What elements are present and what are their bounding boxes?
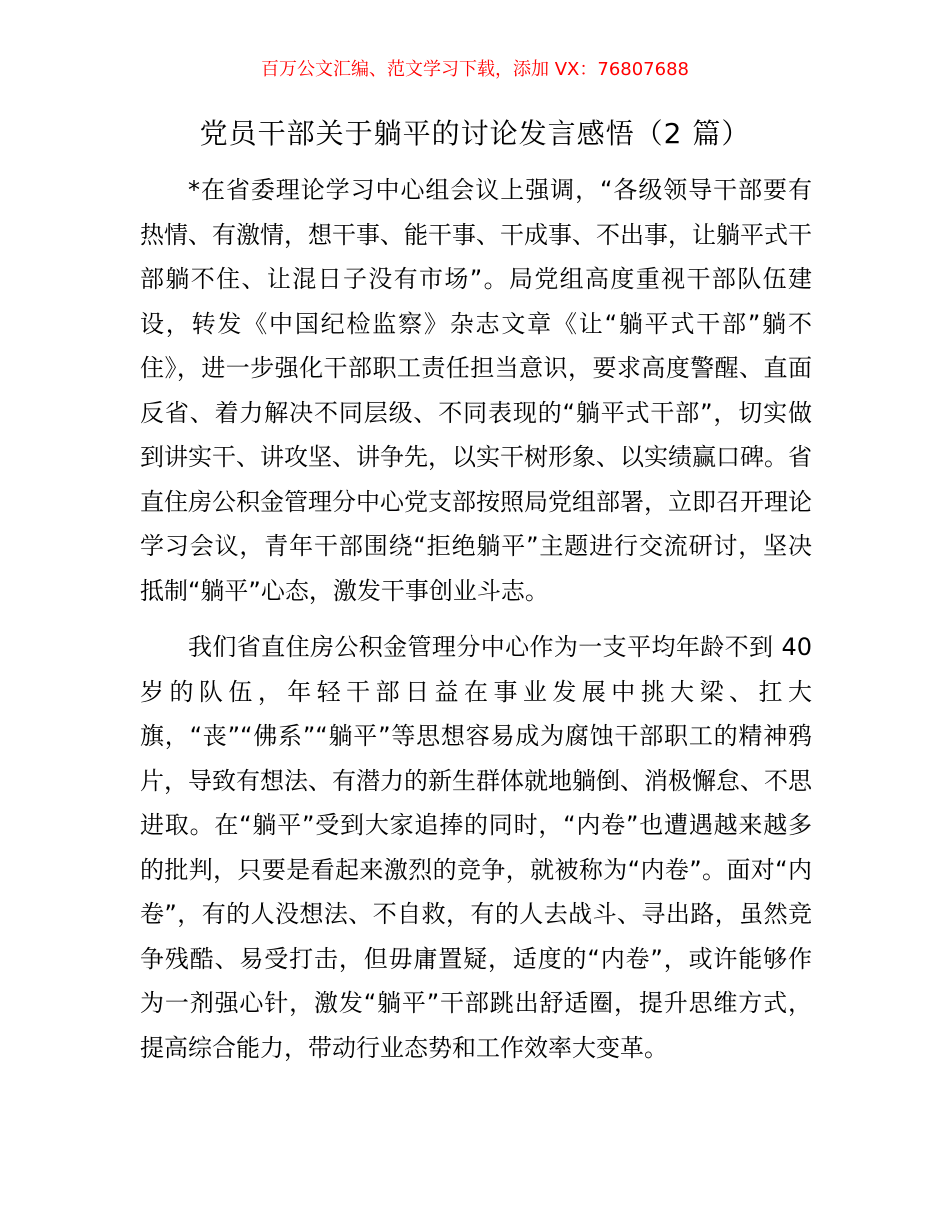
- paragraph-1: *在省委理论学习中心组会议上强调，“各级领导干部要有热情、有激情，想干事、能干事、干成事、不出事，让躺平式干部躺不住、让混日子没有市场”。局党组高度重视干部队伍建设，转发《中国纪检监察》杂志文章《让“躺平式干部”躺不住》，进一步强化干部职工责任担当意识，要求高度警醒、直面反省、着力解决不同层级、不同表现的“躺平式干部”，切实做到讲实干、讲攻坚、讲争先，以实干树形象、以实绩赢口碑。省直住房公积金管理分中心党支部按照局党组部署，立即召开理论学习会议，青年干部围绕“拒绝躺平”主题进行交流研讨，坚决抵制“躺平”心态，激发干事创业斗志。: [140, 176, 812, 605]
- document-body: [140, 168, 812, 1070]
- document-title: 党员干部关于躺平的讨论发言感悟（2 篇）: [199, 117, 751, 150]
- paragraph-2: 我们省直住房公积金管理分中心作为一支平均年龄不到 40 岁的队伍，年轻干部日益在事业发展中挑大梁、扛大旗，“丧”“佛系”“躺平”等思想容易成为腐蚀干部职工的精神鸦片，导致有想法、有潜力的新生群体就地躺倒、消极懈怠、不思进取。在“躺平”受到大家追捧的同时，“内卷”也遭遇越来越多的批判，只要是看起来激烈的竞争，就被称为“内卷”。面对“内卷”，有的人没想法、不自救，有的人去战斗、寻出路，虽然竞争残酷、易受打击，但毋庸置疑，适度的“内卷”，或许能够作为一剂强心针，激发“躺平”干部跳出舒适圈，提升思维方式，提高综合能力，带动行业态势和工作效率大变革。: [140, 633, 812, 1062]
- header-promo-note: 百万公文汇编、范文学习下载，添加 VX：76807688: [261, 59, 689, 80]
